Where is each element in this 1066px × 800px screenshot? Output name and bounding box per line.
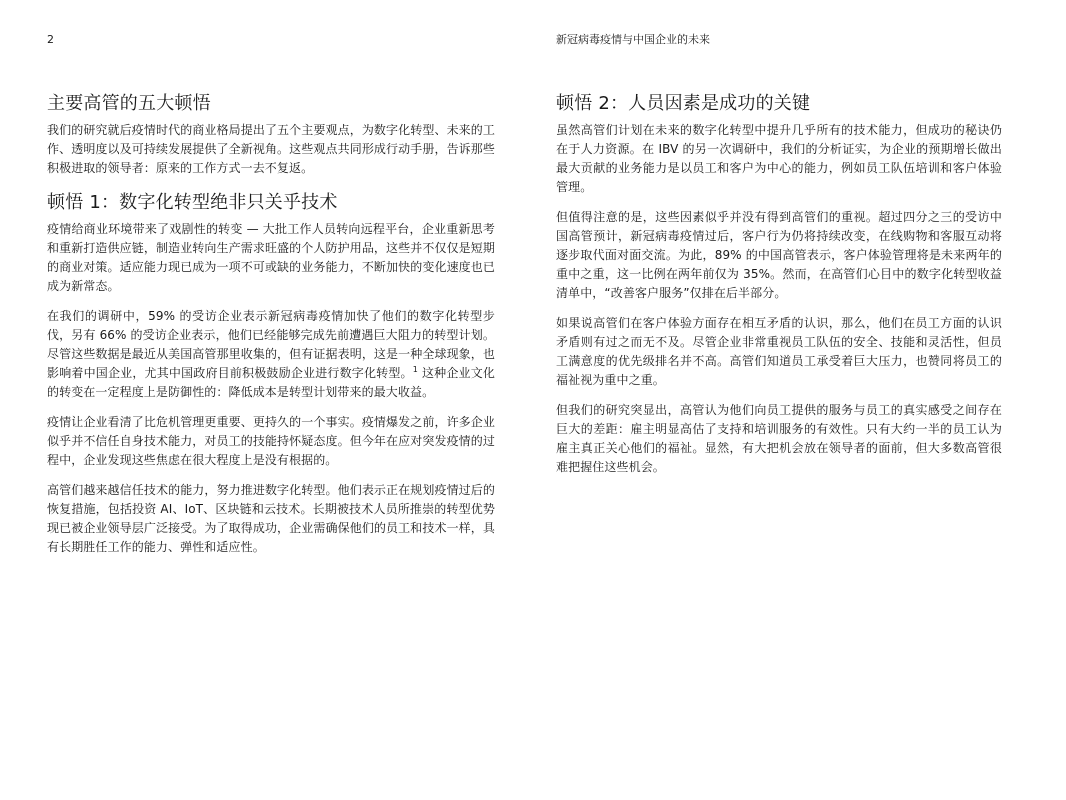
insight-2-paragraph-3: 如果说高管们在客户体验方面存在相互矛盾的认识，那么，他们在员工方面的认识矛盾则有过之而无不及。尽管企业非常重视员工队伍的安全、技能和灵活性，但员工满意度的优先级排名并不高。高管们知道员工承受着巨大压力，也赞同将员工的福祉视为重中之重。 <box>556 316 1002 387</box>
insight-1-heading: 顿悟 1：数字化转型绝非只关乎技术 <box>47 192 338 213</box>
paragraph-text: 这种企业文化的转变在一定程度上是防御性的：降低成本是转型计划带来的最大收益。 <box>47 366 495 399</box>
left-column <box>47 92 495 568</box>
paragraph-text: 在我们的调研中，59% 的受访企业表示新冠病毒疫情加快了他们的数字化转型步伐，另有 66% 的受访企业表示，他们已经能够完成先前遭遇巨大阻力的转型计划。尽管这些数据是最近从美国高管那里收集的，但有证据表明，这是一种全球现象，也影响着中国企业，尤其中国政府目前积极鼓励企业进行数字化转型。 <box>47 309 495 380</box>
insight-2-heading: 顿悟 2：人员因素是成功的关键 <box>556 93 811 114</box>
footnote-marker: 1 <box>412 365 418 374</box>
page-number: 2 <box>47 33 54 46</box>
running-header-title: 新冠病毒疫情与中国企业的未来 <box>556 33 710 46</box>
right-column <box>556 92 1002 488</box>
insight-1-paragraph-4: 高管们越来越信任技术的能力，努力推进数字化转型。他们表示正在规划疫情过后的恢复措施，包括投资 AI、IoT、区块链和云技术。长期被技术人员所推崇的转型优势现已被企业领导层广泛接受。为了取得成功，企业需确保他们的员工和技术一样，具有长期胜任工作的能力、弹性和适应性。 <box>47 483 495 554</box>
insight-1-paragraph-2 <box>47 307 495 402</box>
intro-paragraph: 我们的研究就后疫情时代的商业格局提出了五个主要观点，为数字化转型、未来的工作、透明度以及可持续发展提供了全新视角。这些观点共同形成行动手册，告诉那些积极进取的领导者：原来的工作方式一去不复返。 <box>47 123 495 175</box>
insight-2-paragraph-2: 但值得注意的是，这些因素似乎并没有得到高管们的重视。超过四分之三的受访中国高管预计，新冠病毒疫情过后，客户行为仍将持续改变，在线购物和客服互动将逐步取代面对面交流。为此，89% 的中国高管表示，客户体验管理将是未来两年的重中之重，这一比例在两年前仅为 35%。然而，在高管们心目中的数字化转型收益清单中，“改善客户服务”仅排在后半部分。 <box>556 210 1002 300</box>
section-heading-five-insights: 主要高管的五大顿悟 <box>47 93 211 114</box>
insight-1-paragraph-3: 疫情让企业看清了比危机管理更重要、更持久的一个事实。疫情爆发之前，许多企业似乎并不信任自身技术能力，对员工的技能持怀疑态度。但今年在应对突发疫情的过程中，企业发现这些焦虑在很大程度上是没有根据的。 <box>47 415 495 467</box>
insight-2-paragraph-4: 但我们的研究突显出，高管认为他们向员工提供的服务与员工的真实感受之间存在巨大的差距：雇主明显高估了支持和培训服务的有效性。只有大约一半的员工认为雇主真正关心他们的福祉。显然，有大把机会放在领导者的面前，但大多数高管很难把握住这些机会。 <box>556 403 1002 474</box>
insight-1-paragraph-1: 疫情给商业环境带来了戏剧性的转变 — 大批工作人员转向远程平台，企业重新思考和重新打造供应链，制造业转向生产需求旺盛的个人防护用品，这些并不仅仅是短期的商业对策。适应能力现已成为一项不可或缺的业务能力，不断加快的变化速度也已成为新常态。 <box>47 222 495 293</box>
insight-2-paragraph-1: 虽然高管们计划在未来的数字化转型中提升几乎所有的技术能力，但成功的秘诀仍在于人力资源。在 IBV 的另一次调研中，我们的分析证实，为企业的预期增长做出最大贡献的业务能力是以员工和客户为中心的能力，例如员工队伍培训和客户体验管理。 <box>556 123 1002 194</box>
